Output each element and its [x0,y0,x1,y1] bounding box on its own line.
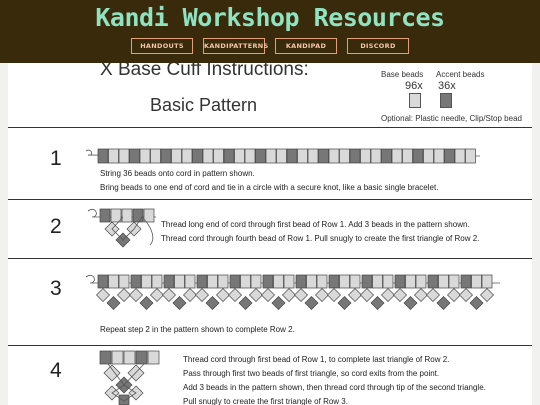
bead [316,289,329,302]
bead [111,209,121,222]
bead [203,149,213,163]
nav-handouts[interactable]: HANDOUTS [131,38,193,54]
bead [449,275,459,288]
bead [97,289,110,302]
bead [164,275,174,288]
bead [224,149,234,163]
bead [151,289,164,302]
bead [416,275,426,288]
bead [175,275,185,288]
bead [340,275,350,288]
bead [424,149,434,163]
bead [404,297,417,310]
step2-line1: Thread long end of cord through first bead of Row 1. Add 3 beads in the pattern shown. [161,220,470,229]
bead [373,275,383,288]
bead [395,275,405,288]
bead [350,275,360,288]
bead [445,149,455,163]
bead [428,275,438,288]
bead [272,297,285,310]
bead [109,275,119,288]
bead [262,289,275,302]
bead [317,275,327,288]
base-beads-label: Base beads [381,70,424,79]
bead [263,275,273,288]
bead [197,275,207,288]
bead [140,297,153,310]
bead [274,275,284,288]
bead [229,289,242,302]
bead [481,289,494,302]
step4-line1: Thread cord through first bead of Row 1, to complete last triangle of Row 2. [183,355,450,364]
step-number: 2 [50,215,62,238]
bead [107,297,120,310]
bead [382,149,392,163]
bead [217,289,230,302]
accent-beads-label: Accent beads [436,70,485,79]
bead [340,149,350,163]
bead [448,289,461,302]
bead [394,289,407,302]
bead [328,289,341,302]
accent-bead-swatch [440,93,452,108]
bead [460,289,473,302]
doc-title: X Base Cuff Instructions: [100,63,309,80]
bead [472,275,482,288]
bead [287,149,297,163]
bead [214,149,224,163]
step2-triangle-diagram [86,205,158,251]
bead [119,395,129,405]
bead [173,297,186,310]
step3-line1: Repeat step 2 in the pattern shown to complete Row 2. [100,325,295,334]
bead [406,275,416,288]
bead [256,149,266,163]
bead [148,351,159,364]
base-beads-count: 96x [405,80,423,92]
bead [482,275,492,288]
bead [184,289,197,302]
site-title[interactable]: Kandi Workshop Resources [95,3,445,32]
bead [415,289,428,302]
bead [152,275,162,288]
bead [439,275,449,288]
bead [112,351,123,364]
bead [466,149,476,163]
bead [185,275,195,288]
bead [245,149,255,163]
step1-line1: String 36 beads onto cord in pattern shown. [100,169,255,178]
bead [206,297,219,310]
bead [208,275,218,288]
step-number: 1 [50,147,62,170]
bead [182,149,192,163]
bead [319,149,329,163]
divider [8,258,532,259]
bead [142,275,152,288]
bead [338,297,351,310]
bead [251,275,261,288]
bead [131,275,141,288]
bead [218,275,228,288]
bead [193,149,203,163]
step-number: 4 [50,359,62,382]
bead [136,351,147,364]
bead [144,209,154,222]
bead [124,351,135,364]
bead [118,289,131,302]
accent-beads-count: 36x [438,80,456,92]
step2-line2: Thread cord through fourth bead of Row 1. Pull snugly to create the first triangle of Row 2. [161,234,480,243]
bead [382,289,395,302]
bead [140,149,150,163]
bead [361,289,374,302]
bead [122,209,132,222]
step4-row3-diagram [88,349,178,405]
bead [403,149,413,163]
bead [119,275,129,288]
site-nav [0,38,540,54]
bead [284,275,294,288]
step1-bead-strand [84,145,484,167]
step3-row2-diagram [84,271,504,313]
bead [130,289,143,302]
bead [361,149,371,163]
bead [98,149,108,163]
step-number: 3 [50,277,62,300]
bead [172,149,182,163]
nav-kandipad[interactable]: KANDIPAD [275,38,337,54]
divider [8,345,532,346]
bead [277,149,287,163]
bead [371,149,381,163]
bead [371,297,384,310]
bead [296,275,306,288]
bead [230,275,240,288]
bead [235,149,245,163]
bead [470,297,483,310]
bead [383,275,393,288]
bead [98,275,108,288]
bead [161,149,171,163]
doc-subtitle: Basic Pattern [150,95,258,115]
bead [455,149,465,163]
bead [298,149,308,163]
instruction-document [8,63,532,405]
optional-supplies: Optional: Plastic needle, Clip/Stop bead [381,114,522,123]
bead [307,275,317,288]
bead [350,149,360,163]
step4-line2: Pass through first two beads of first triangle, so cord exits from the point. [183,369,440,378]
bead [266,149,276,163]
bead [196,289,209,302]
bead [119,149,129,163]
bead [104,365,120,381]
bead [100,209,110,222]
bead [305,297,318,310]
step4-line3: Add 3 beads in the pattern shown, then thread cord through tip of the second triangle. [183,383,486,392]
step1-line2: Bring beads to one end of cord and tie in a circle with a secure knot, like a basic single bracelet. [100,183,439,192]
bead [283,289,296,302]
nav-kandipatterns[interactable]: KANDIPATTERNS [203,38,265,54]
bead [329,275,339,288]
bead [427,289,440,302]
bead [308,149,318,163]
bead [241,275,251,288]
nav-discord[interactable]: DISCORD [347,38,409,54]
bead [239,297,252,310]
bead [130,149,140,163]
bead [434,149,444,163]
step4-line4: Pull snugly to create the first triangle of Row 3. [183,397,348,405]
divider [8,127,532,128]
site-header [0,0,540,63]
bead [437,297,450,310]
bead [362,275,372,288]
bead [163,289,176,302]
bead [392,149,402,163]
divider [8,199,532,200]
bead [349,289,362,302]
base-bead-swatch [409,93,421,108]
bead [109,149,119,163]
bead [413,149,423,163]
bead [133,209,143,222]
bead [295,289,308,302]
bead [329,149,339,163]
bead [250,289,263,302]
bead [461,275,471,288]
bead [100,351,111,364]
bead [151,149,161,163]
